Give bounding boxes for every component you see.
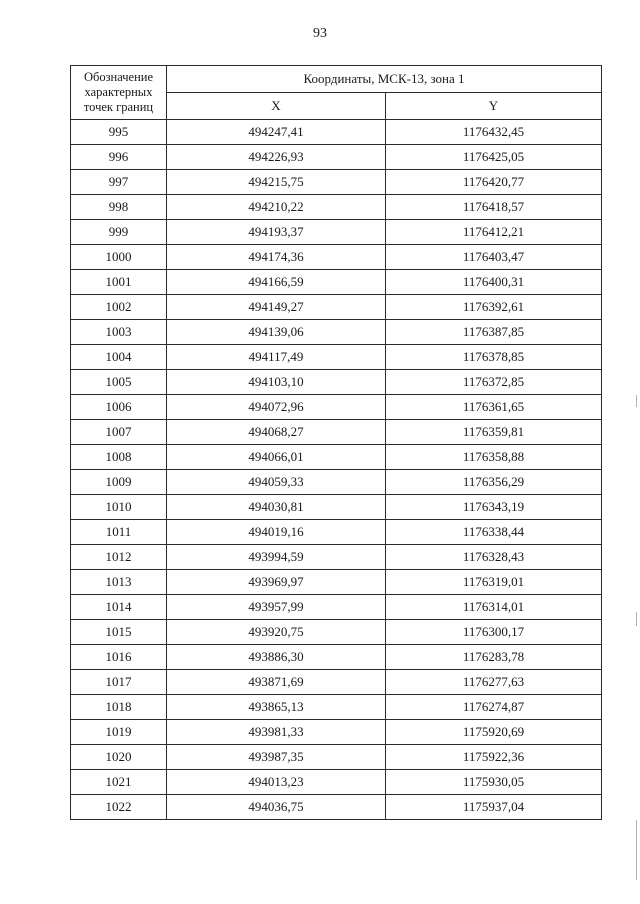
cell-point: 996 <box>71 145 167 170</box>
cell-x: 493987,35 <box>167 745 386 770</box>
cell-point: 1015 <box>71 620 167 645</box>
cell-y: 1176319,01 <box>386 570 602 595</box>
cell-x: 493969,97 <box>167 570 386 595</box>
cell-y: 1176387,85 <box>386 320 602 345</box>
cell-point: 1012 <box>71 545 167 570</box>
cell-y: 1176277,63 <box>386 670 602 695</box>
cell-x: 494117,49 <box>167 345 386 370</box>
cell-x: 493920,75 <box>167 620 386 645</box>
cell-y: 1176300,17 <box>386 620 602 645</box>
cell-x: 493957,99 <box>167 595 386 620</box>
table-row <box>71 470 602 495</box>
cell-x: 494210,22 <box>167 195 386 220</box>
coordinates-table <box>70 65 602 820</box>
table-row <box>71 495 602 520</box>
cell-x: 493871,69 <box>167 670 386 695</box>
table-row <box>71 370 602 395</box>
cell-y: 1176392,61 <box>386 295 602 320</box>
cell-x: 493865,13 <box>167 695 386 720</box>
cell-point: 1002 <box>71 295 167 320</box>
cell-point: 1019 <box>71 720 167 745</box>
cell-y: 1176274,87 <box>386 695 602 720</box>
cell-y: 1176314,01 <box>386 595 602 620</box>
cell-y: 1176361,65 <box>386 395 602 420</box>
cell-x: 494247,41 <box>167 120 386 145</box>
cell-point: 1010 <box>71 495 167 520</box>
table-row <box>71 120 602 145</box>
cell-x: 494059,33 <box>167 470 386 495</box>
cell-x: 494215,75 <box>167 170 386 195</box>
table-row <box>71 520 602 545</box>
header-point-designation: Обозначение характерных точек границ <box>71 66 167 120</box>
page-number: 93 <box>313 26 327 41</box>
cell-y: 1176372,85 <box>386 370 602 395</box>
scan-edge-mark <box>636 612 637 626</box>
header-row-main <box>71 66 602 93</box>
cell-y: 1175930,05 <box>386 770 602 795</box>
cell-point: 1007 <box>71 420 167 445</box>
cell-x: 494226,93 <box>167 145 386 170</box>
cell-y: 1176403,47 <box>386 245 602 270</box>
cell-x: 494036,75 <box>167 795 386 820</box>
cell-point: 997 <box>71 170 167 195</box>
table-row <box>71 595 602 620</box>
cell-point: 1005 <box>71 370 167 395</box>
table-row <box>71 145 602 170</box>
cell-x: 494174,36 <box>167 245 386 270</box>
cell-point: 1009 <box>71 470 167 495</box>
cell-y: 1175920,69 <box>386 720 602 745</box>
cell-y: 1176356,29 <box>386 470 602 495</box>
cell-y: 1176359,81 <box>386 420 602 445</box>
cell-x: 494013,23 <box>167 770 386 795</box>
cell-point: 1011 <box>71 520 167 545</box>
cell-x: 494019,16 <box>167 520 386 545</box>
cell-x: 494066,01 <box>167 445 386 470</box>
table-row <box>71 670 602 695</box>
cell-x: 494149,27 <box>167 295 386 320</box>
cell-y: 1176283,78 <box>386 645 602 670</box>
table-row <box>71 445 602 470</box>
table-row <box>71 395 602 420</box>
table-body <box>71 120 602 820</box>
table-row <box>71 345 602 370</box>
cell-point: 1004 <box>71 345 167 370</box>
cell-x: 494193,37 <box>167 220 386 245</box>
cell-y: 1175937,04 <box>386 795 602 820</box>
cell-point: 1016 <box>71 645 167 670</box>
cell-x: 493886,30 <box>167 645 386 670</box>
cell-x: 494139,06 <box>167 320 386 345</box>
table-row <box>71 320 602 345</box>
table-row <box>71 695 602 720</box>
table-header <box>71 66 602 120</box>
table-row <box>71 770 602 795</box>
header-x: X <box>167 93 386 120</box>
cell-y: 1176338,44 <box>386 520 602 545</box>
cell-point: 999 <box>71 220 167 245</box>
cell-x: 494166,59 <box>167 270 386 295</box>
cell-y: 1176378,85 <box>386 345 602 370</box>
cell-x: 493994,59 <box>167 545 386 570</box>
cell-point: 1017 <box>71 670 167 695</box>
cell-y: 1176412,21 <box>386 220 602 245</box>
table-row <box>71 745 602 770</box>
cell-point: 995 <box>71 120 167 145</box>
cell-point: 1001 <box>71 270 167 295</box>
cell-y: 1176425,05 <box>386 145 602 170</box>
cell-y: 1176358,88 <box>386 445 602 470</box>
cell-point: 1020 <box>71 745 167 770</box>
header-y: Y <box>386 93 602 120</box>
cell-y: 1176343,19 <box>386 495 602 520</box>
table-row <box>71 620 602 645</box>
table-row <box>71 195 602 220</box>
cell-point: 1022 <box>71 795 167 820</box>
cell-point: 1003 <box>71 320 167 345</box>
table-row <box>71 645 602 670</box>
cell-x: 494068,27 <box>167 420 386 445</box>
cell-point: 1021 <box>71 770 167 795</box>
table-row <box>71 570 602 595</box>
cell-point: 1000 <box>71 245 167 270</box>
table-row <box>71 295 602 320</box>
cell-y: 1176328,43 <box>386 545 602 570</box>
table-row <box>71 545 602 570</box>
cell-x: 494030,81 <box>167 495 386 520</box>
table-row <box>71 245 602 270</box>
cell-x: 494072,96 <box>167 395 386 420</box>
scan-edge-mark <box>636 820 637 880</box>
cell-point: 1018 <box>71 695 167 720</box>
cell-point: 998 <box>71 195 167 220</box>
table-row <box>71 270 602 295</box>
cell-y: 1175922,36 <box>386 745 602 770</box>
cell-point: 1008 <box>71 445 167 470</box>
cell-point: 1006 <box>71 395 167 420</box>
cell-point: 1013 <box>71 570 167 595</box>
cell-point: 1014 <box>71 595 167 620</box>
cell-y: 1176418,57 <box>386 195 602 220</box>
table-row <box>71 220 602 245</box>
cell-y: 1176432,45 <box>386 120 602 145</box>
cell-y: 1176420,77 <box>386 170 602 195</box>
table-row <box>71 795 602 820</box>
cell-x: 494103,10 <box>167 370 386 395</box>
cell-y: 1176400,31 <box>386 270 602 295</box>
scan-edge-mark <box>636 395 637 407</box>
table-row <box>71 170 602 195</box>
table-row <box>71 720 602 745</box>
cell-x: 493981,33 <box>167 720 386 745</box>
table-row <box>71 420 602 445</box>
header-coordinates: Координаты, МСК-13, зона 1 <box>167 66 602 93</box>
